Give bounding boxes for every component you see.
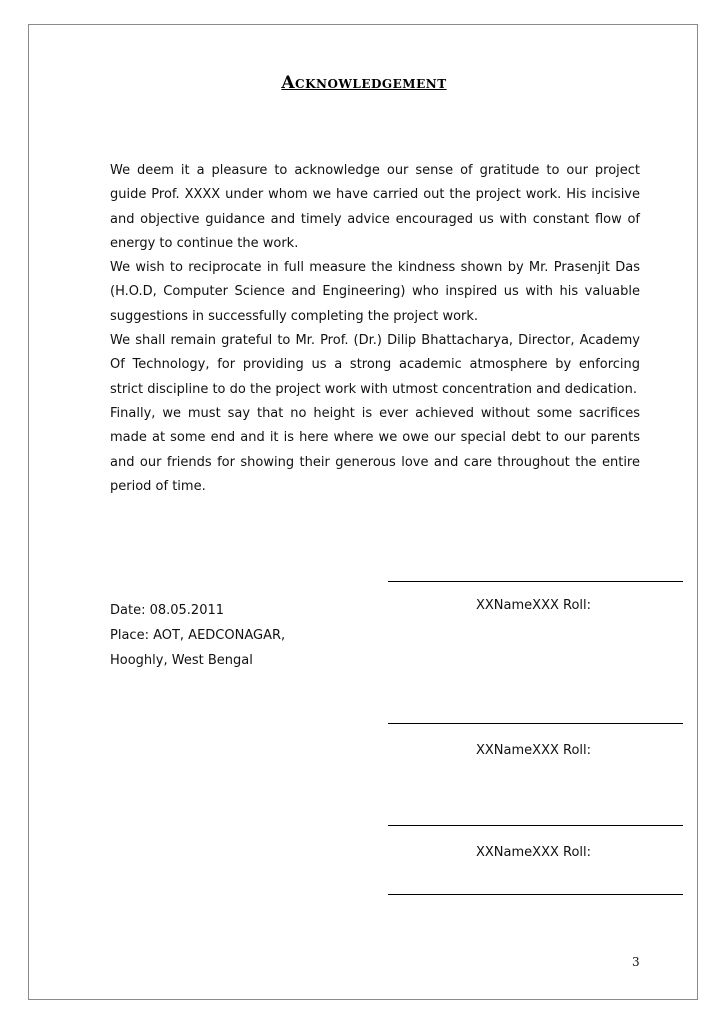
signature-line bbox=[388, 581, 683, 582]
signature-line bbox=[388, 894, 683, 895]
place-line-2: Hooghly, West Bengal bbox=[110, 653, 253, 668]
acknowledgement-body bbox=[110, 159, 640, 499]
page-number: 3 bbox=[632, 955, 640, 969]
paragraph: We shall remain grateful to Mr. Prof. (Dr.) Dilip Bhattacharya, Director, Academy Of Technology, for providing us a strong academic atmosphere by enforcing strict discipline to do the project work with utmost concentration and dedication. bbox=[110, 333, 640, 397]
paragraph: We deem it a pleasure to acknowledge our sense of gratitude to our project guide Prof. XXXX under whom we have carried out the project work. His incisive and objective guidance and timely advice encouraged us with constant flow of energy to continue the work. bbox=[110, 163, 640, 251]
page-title: Acknowledgement bbox=[281, 73, 447, 93]
signature-name: XXNameXXX Roll: bbox=[476, 743, 592, 758]
signature-name: XXNameXXX Roll: bbox=[476, 598, 592, 613]
date-line: Date: 08.05.2011 bbox=[110, 603, 225, 618]
place-line: Place: AOT, AEDCONAGAR, bbox=[110, 628, 286, 643]
signature-line bbox=[388, 723, 683, 724]
paragraph: We wish to reciprocate in full measure the kindness shown by Mr. Prasenjit Das (H.O.D, Computer Science and Engineering) who inspired us with his valuable suggestions in successfully completing the project work. bbox=[110, 260, 640, 324]
signature-name: XXNameXXX Roll: bbox=[476, 845, 592, 860]
paragraph: Finally, we must say that no height is ever achieved without some sacrifices made at some end and it is here where we owe our special debt to our parents and our friends for showing their generous love and care throughout the entire period of time. bbox=[110, 405, 640, 494]
signature-line bbox=[388, 825, 683, 826]
